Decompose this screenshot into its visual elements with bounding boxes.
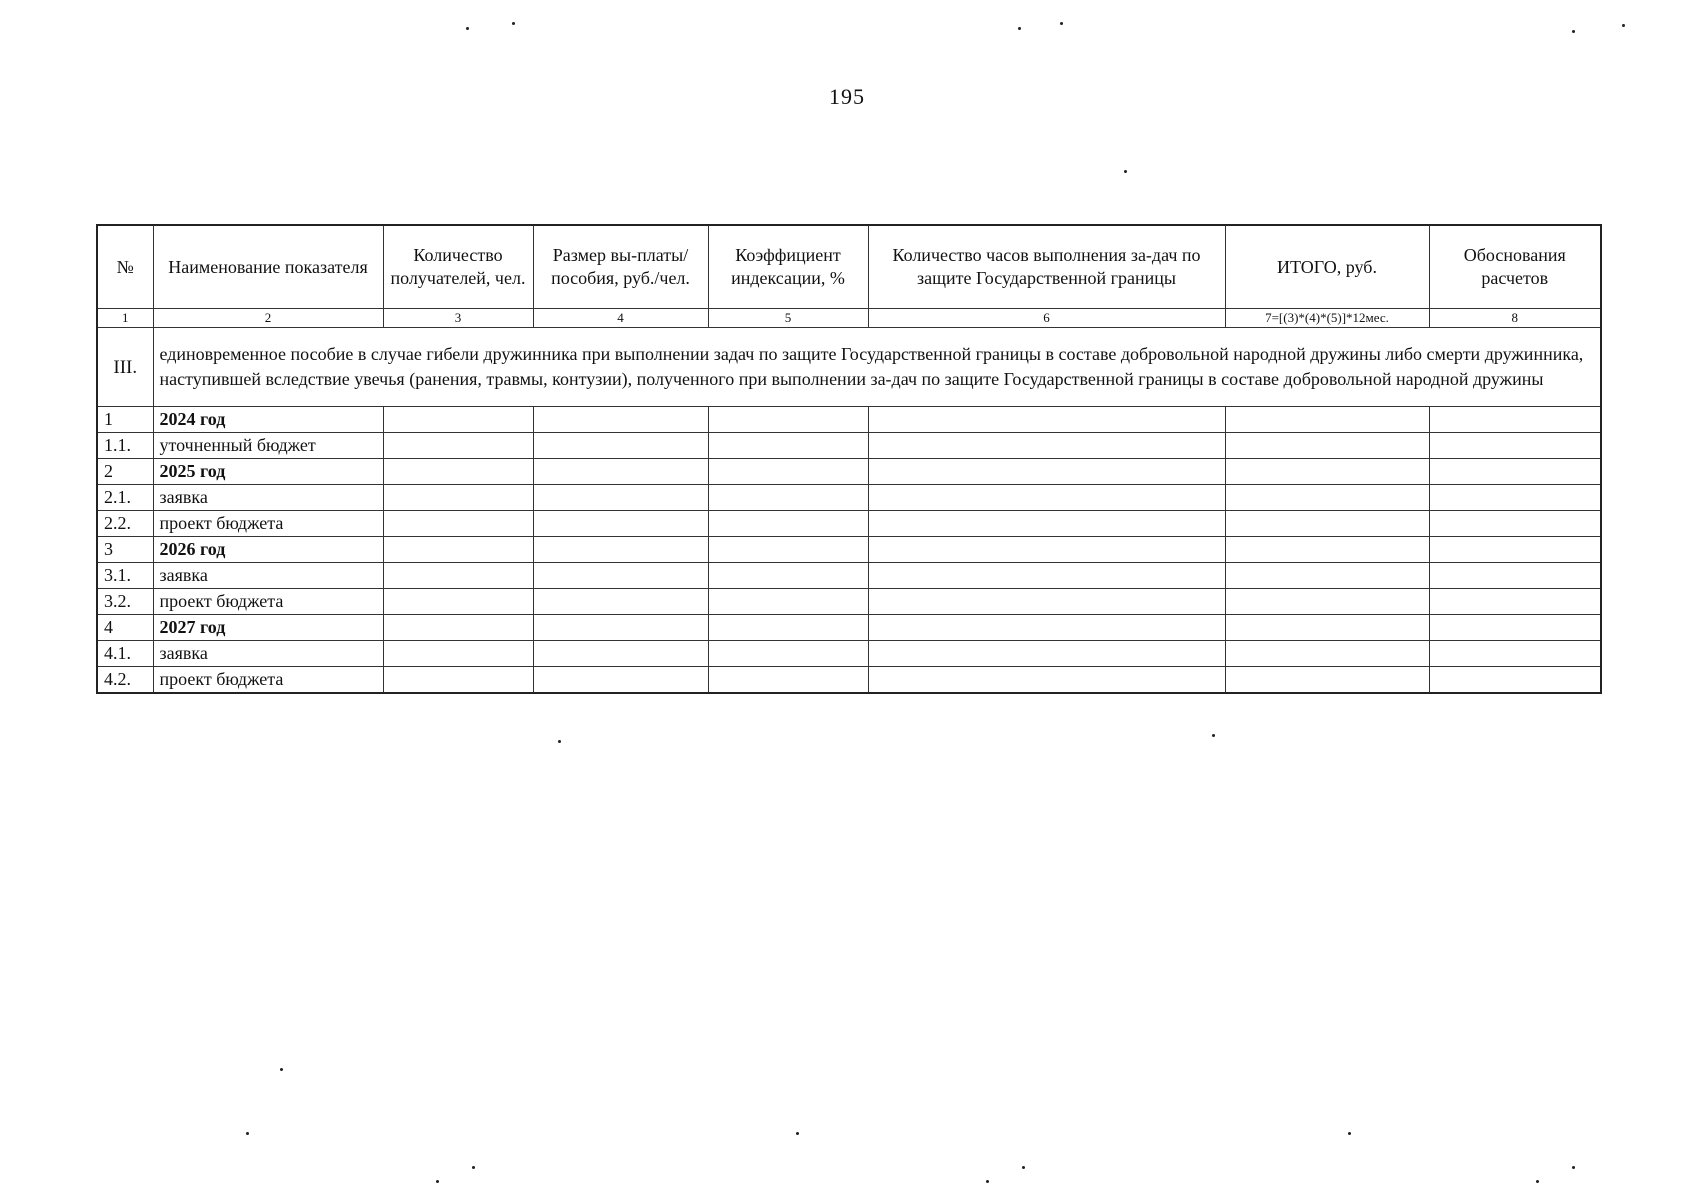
empty-cell	[1429, 563, 1601, 589]
empty-cell	[868, 641, 1225, 667]
scan-speck	[1060, 22, 1063, 25]
empty-cell	[533, 433, 708, 459]
empty-cell	[868, 615, 1225, 641]
row-label: заявка	[153, 641, 383, 667]
budget-table	[96, 224, 1602, 694]
empty-cell	[708, 459, 868, 485]
scan-speck	[1348, 1132, 1351, 1135]
row-label: заявка	[153, 563, 383, 589]
empty-cell	[1225, 485, 1429, 511]
empty-cell	[533, 563, 708, 589]
row-label: 2027 год	[153, 615, 383, 641]
empty-cell	[708, 485, 868, 511]
empty-cell	[1225, 433, 1429, 459]
section-title: единовременное пособие в случае гибели дружинника при выполнении задач по защите Государственной границы в составе добровольной народной дружины либо смерти дружинника, наступившей вследствие увечья (ранения, травмы, контузии), полученного при выполнении за-дач по защите Государственной границы в составе добровольной народной дружины	[153, 328, 1601, 407]
header-cell: №	[97, 225, 153, 309]
row-number: 1.1.	[97, 433, 153, 459]
table-row	[97, 589, 1601, 615]
scan-speck	[1622, 24, 1625, 27]
row-label: заявка	[153, 485, 383, 511]
column-number-cell: 7=[(3)*(4)*(5)]*12мес.	[1225, 309, 1429, 328]
year-row	[97, 407, 1601, 433]
row-label: проект бюджета	[153, 511, 383, 537]
scan-speck	[1212, 734, 1215, 737]
row-label: проект бюджета	[153, 589, 383, 615]
empty-cell	[1429, 537, 1601, 563]
empty-cell	[1225, 537, 1429, 563]
empty-cell	[708, 563, 868, 589]
table-row	[97, 563, 1601, 589]
page-number: 195	[829, 84, 865, 109]
header-cell: Количество часов выполнения за-дач по защите Государственной границы	[868, 225, 1225, 309]
empty-cell	[1225, 667, 1429, 694]
row-number: 3.1.	[97, 563, 153, 589]
row-number: 2.1.	[97, 485, 153, 511]
empty-cell	[533, 589, 708, 615]
year-row	[97, 615, 1601, 641]
row-number: 2	[97, 459, 153, 485]
empty-cell	[383, 589, 533, 615]
empty-cell	[1225, 563, 1429, 589]
empty-cell	[1225, 511, 1429, 537]
row-number: 4.2.	[97, 667, 153, 694]
empty-cell	[533, 485, 708, 511]
row-number: 3.2.	[97, 589, 153, 615]
empty-cell	[868, 407, 1225, 433]
empty-cell	[1429, 667, 1601, 694]
empty-cell	[383, 485, 533, 511]
header-row	[97, 225, 1601, 309]
section-row	[97, 328, 1601, 407]
empty-cell	[708, 537, 868, 563]
row-number: 4.1.	[97, 641, 153, 667]
column-number-cell: 3	[383, 309, 533, 328]
scan-speck	[1124, 170, 1127, 173]
empty-cell	[533, 459, 708, 485]
header-cell: ИТОГО, руб.	[1225, 225, 1429, 309]
empty-cell	[708, 589, 868, 615]
empty-cell	[868, 667, 1225, 694]
scan-speck	[466, 27, 469, 30]
year-row	[97, 537, 1601, 563]
table-row	[97, 433, 1601, 459]
header-cell: Наименование показателя	[153, 225, 383, 309]
empty-cell	[868, 485, 1225, 511]
empty-cell	[533, 641, 708, 667]
column-number-cell: 8	[1429, 309, 1601, 328]
scan-speck	[1572, 1166, 1575, 1169]
empty-cell	[868, 589, 1225, 615]
row-label: 2024 год	[153, 407, 383, 433]
scan-speck	[280, 1068, 283, 1071]
empty-cell	[708, 407, 868, 433]
row-number: 4	[97, 615, 153, 641]
empty-cell	[383, 459, 533, 485]
row-label: 2026 год	[153, 537, 383, 563]
column-number-cell: 4	[533, 309, 708, 328]
scan-speck	[1022, 1166, 1025, 1169]
empty-cell	[708, 615, 868, 641]
empty-cell	[868, 433, 1225, 459]
empty-cell	[1429, 433, 1601, 459]
table-row	[97, 485, 1601, 511]
scan-speck	[472, 1166, 475, 1169]
empty-cell	[1225, 459, 1429, 485]
empty-cell	[868, 511, 1225, 537]
empty-cell	[1225, 589, 1429, 615]
empty-cell	[708, 511, 868, 537]
empty-cell	[533, 407, 708, 433]
row-number: 1	[97, 407, 153, 433]
table-row	[97, 667, 1601, 694]
empty-cell	[383, 641, 533, 667]
empty-cell	[1429, 589, 1601, 615]
header-cell: Размер вы-платы/пособия, руб./чел.	[533, 225, 708, 309]
empty-cell	[383, 511, 533, 537]
empty-cell	[708, 641, 868, 667]
row-number: 2.2.	[97, 511, 153, 537]
empty-cell	[383, 615, 533, 641]
scan-speck	[1536, 1180, 1539, 1183]
scan-speck	[246, 1132, 249, 1135]
empty-cell	[1429, 615, 1601, 641]
empty-cell	[1225, 615, 1429, 641]
scan-speck	[436, 1180, 439, 1183]
empty-cell	[383, 667, 533, 694]
empty-cell	[1225, 641, 1429, 667]
empty-cell	[383, 563, 533, 589]
scan-speck	[512, 22, 515, 25]
year-row	[97, 459, 1601, 485]
row-label: проект бюджета	[153, 667, 383, 694]
table-row	[97, 641, 1601, 667]
column-number-cell: 5	[708, 309, 868, 328]
empty-cell	[533, 537, 708, 563]
row-number: 3	[97, 537, 153, 563]
empty-cell	[383, 407, 533, 433]
table-row	[97, 511, 1601, 537]
header-cell: Обоснования расчетов	[1429, 225, 1601, 309]
empty-cell	[1429, 641, 1601, 667]
column-number-cell: 1	[97, 309, 153, 328]
empty-cell	[383, 433, 533, 459]
empty-cell	[708, 433, 868, 459]
empty-cell	[868, 459, 1225, 485]
empty-cell	[533, 511, 708, 537]
scan-speck	[796, 1132, 799, 1135]
empty-cell	[533, 667, 708, 694]
row-label: уточненный бюджет	[153, 433, 383, 459]
column-number-cell: 2	[153, 309, 383, 328]
row-label: 2025 год	[153, 459, 383, 485]
empty-cell	[868, 563, 1225, 589]
scan-speck	[986, 1180, 989, 1183]
empty-cell	[1429, 485, 1601, 511]
empty-cell	[1429, 511, 1601, 537]
empty-cell	[1225, 407, 1429, 433]
empty-cell	[708, 667, 868, 694]
empty-cell	[383, 537, 533, 563]
header-cell: Количество получателей, чел.	[383, 225, 533, 309]
section-number: III.	[97, 328, 153, 407]
empty-cell	[533, 615, 708, 641]
scan-speck	[1018, 27, 1021, 30]
empty-cell	[1429, 459, 1601, 485]
scan-speck	[1572, 30, 1575, 33]
column-number-row	[97, 309, 1601, 328]
scan-speck	[558, 740, 561, 743]
header-cell: Коэффициент индексации, %	[708, 225, 868, 309]
column-number-cell: 6	[868, 309, 1225, 328]
empty-cell	[868, 537, 1225, 563]
empty-cell	[1429, 407, 1601, 433]
